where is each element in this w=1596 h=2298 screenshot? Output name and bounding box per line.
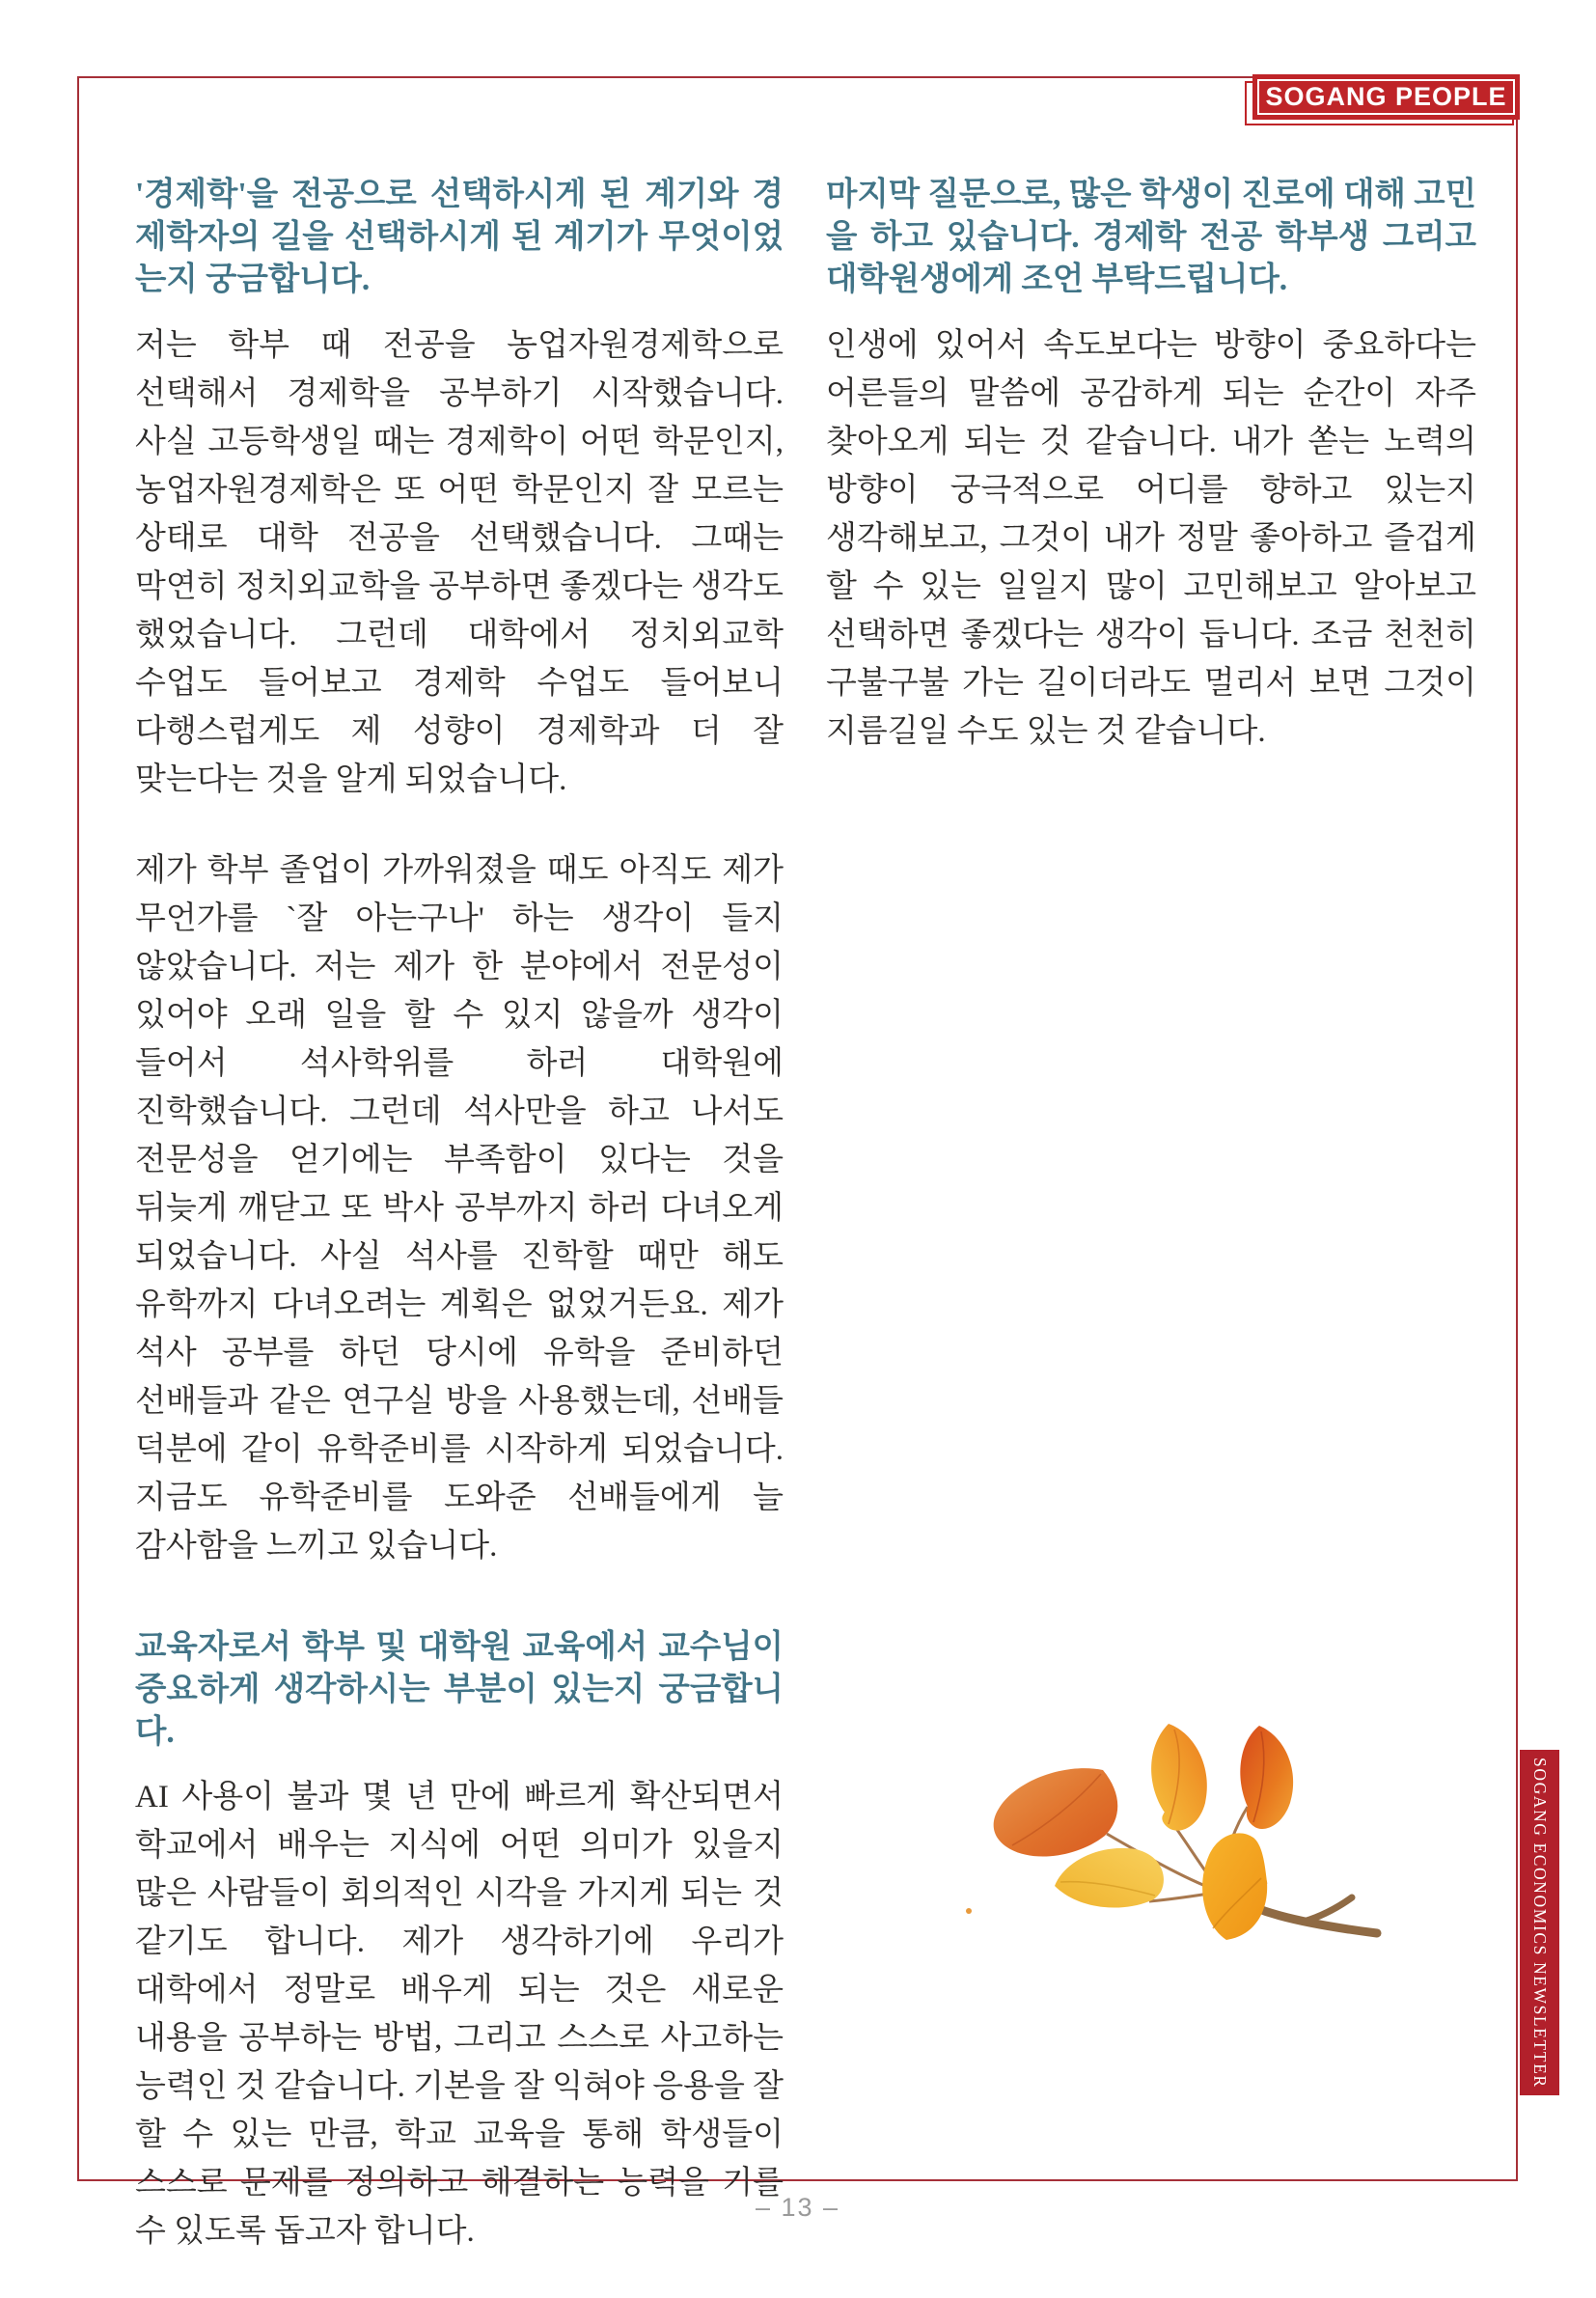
right-column xyxy=(826,174,1476,798)
left-column xyxy=(135,174,784,2298)
twig-fork xyxy=(1304,1897,1352,1922)
answer-1-paragraph-1: 저는 학부 때 전공을 농업자원경제학으로 선택해서 경제학을 공부하기 시작했습니다. 사실 고등학생일 때는 경제학이 어떤 학문인지, 농업자원경제학은 또 어떤 학문인지 잘 모르는 상태로 대학 전공을 선택했습니다. 그때는 막연히 정치외교학을 공부하면 좋겠다는 생각도 했었습니다. 그런데 대학에서 정치외교학 수업도 들어보고 경제학 수업도 들어보니 다행스럽게도 제 성향이 경제학과 더 잘 맞는다는 것을 알게 되었습니다. xyxy=(135,327,784,797)
side-banner-label: SOGANG ECONOMICS NEWSLETTER xyxy=(1530,1757,1550,2089)
section-badge-label: SOGANG PEOPLE xyxy=(1265,82,1507,111)
question-1-heading: '경제학'을 전공으로 선택하시게 된 계기와 경제학자의 길을 선택하시게 된 계기가 무엇이었는지 궁금합니다. xyxy=(135,177,784,298)
page-number: – 13 – xyxy=(755,2193,840,2222)
question-2-heading: 교육자로서 학부 및 대학원 교육에서 교수님이 중요하게 생각하시는 부분이 있는지 궁금합니다. xyxy=(135,1628,784,1751)
section-badge xyxy=(1252,74,1520,120)
question-3-heading: 마지막 질문으로, 많은 학생이 진로에 대해 고민을 하고 있습니다. 경제학 전공 학부생 그리고 대학원생에게 조언 부탁드립니다. xyxy=(826,177,1476,298)
answer-2-paragraph: AI 사용이 불과 몇 년 만에 빠르게 확산되면서 학교에서 배우는 지식에 어떤 의미가 있을지 많은 사람들이 회의적인 시각을 가지게 되는 것 같기도 합니다. 제가 생각하기에 우리가 대학에서 정말로 배우게 되는 것은 새로운 내용을 공부하는 방법, 그리고 스스로 사고하는 능력인 것 같습니다. 기본을 잘 익혀야 응용을 잘 할 수 있는 만큼, 학교 교육을 통해 학생들이 스스로 문제를 정의하고 해결하는 능력을 기를 수 있도록 돕고자 합니다. xyxy=(135,1780,784,2250)
answer-1-paragraph-2: 제가 학부 졸업이 가까워졌을 때도 아직도 제가 무언가를 `잘 아는구나' 하는 생각이 들지 않았습니다. 저는 제가 한 분야에서 전문성이 있어야 오래 일을 할 수 있지 않을까 생각이 들어서 석사학위를 하러 대학원에 진학했습니다. 그런데 석사만을 하고 나서도 전문성을 얻기에는 부족함이 있다는 것을 뒤늦게 깨닫고 또 박사 공부까지 하러 다녀오게 되었습니다. 사실 석사를 진학할 때만 해도 유학까지 다녀오려는 계획은 없었거든요. 제가 석사 공부를 하던 당시에 유학을 준비하던 선배들과 같은 연구실 방을 사용했는데, 선배들 덕분에 같이 유학준비를 시작하게 되었습니다. 지금도 유학준비를 도와준 선배들에게 늘 감사함을 느끼고 있습니다. xyxy=(135,852,784,1564)
autumn-leaves-illustration xyxy=(960,1720,1385,1952)
side-banner xyxy=(1520,1750,1559,2095)
answer-3-paragraph: 인생에 있어서 속도보다는 방향이 중요하다는 어른들의 말씀에 공감하게 되는 순간이 자주 찾아오게 되는 것 같습니다. 내가 쏟는 노력의 방향이 궁극적으로 어디를 향하고 있는지 생각해보고, 그것이 내가 정말 좋아하고 즐겁게 할 수 있는 일일지 많이 고민해보고 알아보고 선택하면 좋겠다는 생각이 듭니다. 조금 천천히 구불구불 가는 길이더라도 멀리서 보면 그것이 지름길일 수도 있는 것 같습니다. xyxy=(826,327,1476,749)
